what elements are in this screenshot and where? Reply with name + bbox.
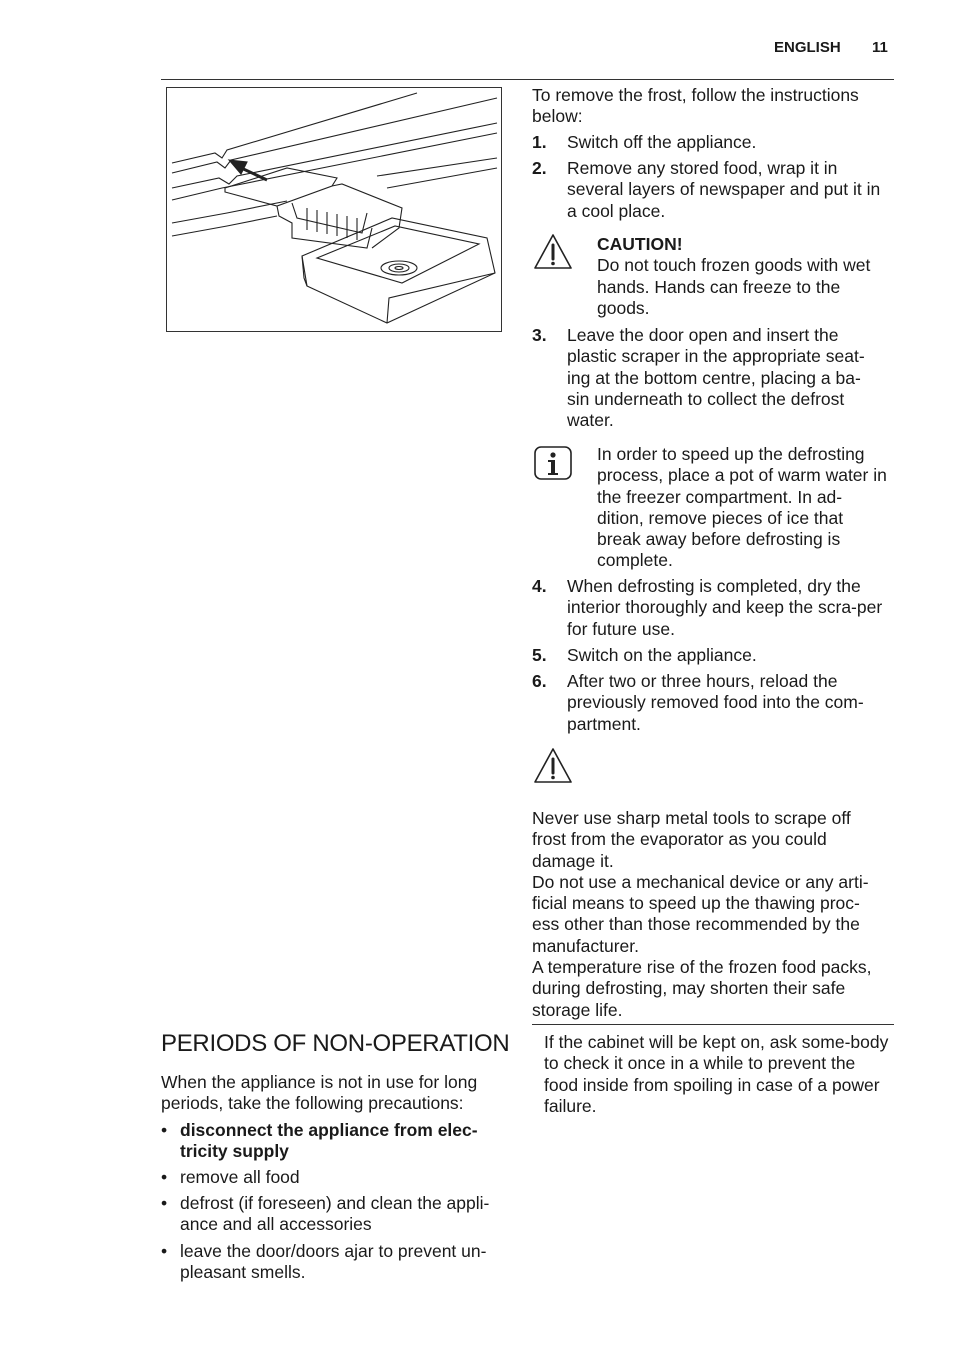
info-text: In order to speed up the defrosting process, place a pot of warm water in the freezer compartment. In ad-dition, remove pieces of ice that break away before defrosting is complete. — [597, 444, 887, 571]
caution-text: Do not touch frozen goods with wet hands. Hands can freeze to the goods. — [597, 255, 871, 318]
non-operation-note: If the cabinet will be kept on, ask some-body to check it once in a while to prevent the food inside from spoiling in case of a power failure. — [544, 1032, 889, 1116]
bullet-text: leave the door/doors ajar to prevent un-pleasant smells. — [180, 1241, 487, 1283]
warning-paragraph: Do not use a mechanical device or any arti-ficial means to speed up the thawing proc-ess other than those recommended by the manufacturer. — [532, 871, 869, 956]
warning-paragraph: A temperature rise of the frozen food packs, during defrosting, may shorten their safe storage life. — [532, 957, 872, 1020]
non-operation-intro: When the appliance is not in use for long periods, take the following precautions: — [161, 1072, 478, 1114]
defrost-scraper-illustration — [166, 87, 502, 332]
step-number: 5. — [532, 645, 547, 665]
bullet-dot: • — [161, 1120, 168, 1140]
step-number: 2. — [532, 158, 547, 178]
step-text: When defrosting is completed, dry the interior thoroughly and keep the scra-per for future use. — [567, 576, 883, 639]
warning-triangle-icon — [532, 746, 574, 786]
step-text: Leave the door open and insert the plastic scraper in the appropriate seat-ing at the bottom centre, placing a ba-sin underneath to collect the defrost water. — [567, 325, 865, 431]
bullet-dot: • — [161, 1167, 168, 1187]
header-rule — [161, 79, 894, 80]
step-text: After two or three hours, reload the previously removed food into the com-partment. — [567, 671, 864, 734]
bullet-text: defrost (if foreseen) and clean the appli-ance and all accessories — [180, 1193, 490, 1235]
caution-note — [597, 234, 887, 319]
step-number: 6. — [532, 671, 547, 691]
step-text: Switch off the appliance. — [567, 132, 757, 152]
defrost-scraper-icon — [167, 88, 501, 331]
step-text: Switch on the appliance. — [567, 645, 757, 665]
bullet-text: disconnect the appliance from elec-tricity supply — [180, 1120, 478, 1162]
intro-text: To remove the frost, follow the instructions below: — [532, 85, 859, 127]
warning-triangle-icon — [532, 232, 574, 272]
bullet-text: remove all food — [180, 1167, 300, 1187]
page-number: 11 — [872, 39, 888, 56]
warning-paragraph: Never use sharp metal tools to scrape off frost from the evaporator as you could damage it. — [532, 808, 851, 871]
section-title: PERIODS OF NON-OPERATION — [161, 1030, 510, 1057]
section-divider-right — [532, 1024, 894, 1025]
warning-block — [532, 808, 887, 1021]
info-icon — [533, 445, 573, 481]
step-number: 1. — [532, 132, 547, 152]
step-number: 3. — [532, 325, 547, 345]
step-text: Remove any stored food, wrap it in several layers of newspaper and put it in a cool place. — [567, 158, 881, 221]
bullet-dot: • — [161, 1241, 168, 1261]
step-number: 4. — [532, 576, 547, 596]
bullet-dot: • — [161, 1193, 168, 1213]
caution-title: CAUTION! — [597, 234, 683, 254]
header-language: ENGLISH — [774, 39, 841, 56]
